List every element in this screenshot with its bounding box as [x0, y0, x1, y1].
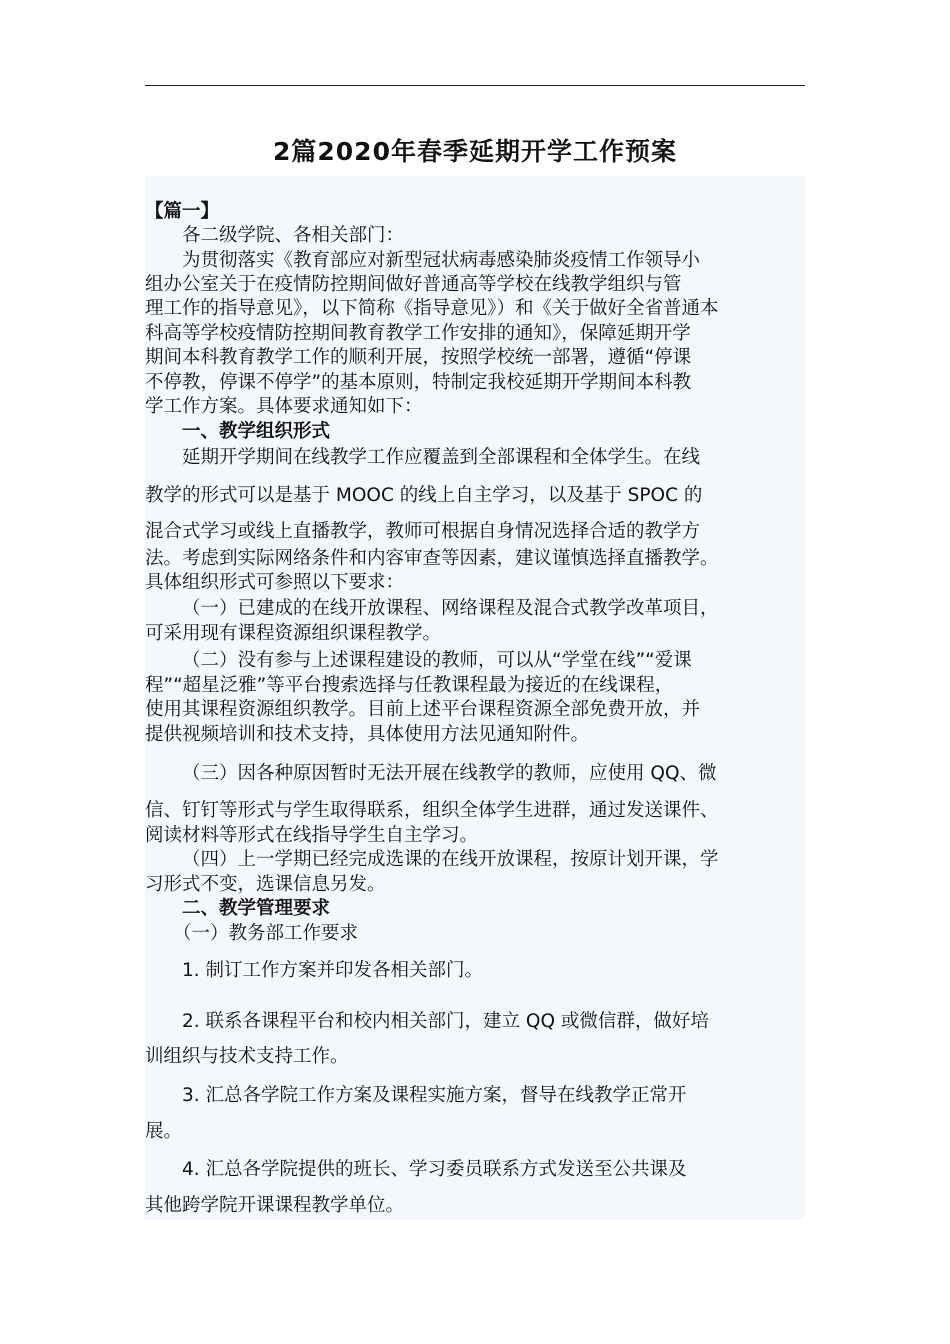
paragraph-line: 具体组织形式可参照以下要求： [145, 572, 405, 593]
paragraph-line: 教学的形式可以是基于 MOOC 的线上自主学习，以及基于 SPOC 的 [145, 485, 703, 506]
list-item-continuation: 展。 [145, 1121, 183, 1142]
paragraph-line: 习形式不变，选课信息另发。 [145, 874, 386, 895]
list-item: 2. 联系各课程平台和校内相关部门，建立 QQ 或微信群，做好培 [182, 1011, 709, 1032]
list-item: 4. 汇总各学院提供的班长、学习委员联系方式发送至公共课及 [182, 1159, 687, 1180]
paragraph-line: 组办公室关于在疫情防控期间做好普通高等学校在线教学组织与管 [145, 274, 682, 295]
paragraph-line: （三）因各种原因暂时无法开展在线教学的教师，应使用 QQ、微 [182, 763, 717, 784]
paragraph-line: 延期开学期间在线教学工作应覆盖到全部课程和全体学生。在线 [182, 447, 701, 468]
paragraph-line: 使用其课程资源组织教学。目前上述平台课程资源全部免费开放，并 [145, 699, 701, 720]
paragraph-line: （二）没有参与上述课程建设的教师，可以从“学堂在线”“爱课 [182, 650, 692, 671]
list-item-continuation: 其他跨学院开课课程教学单位。 [145, 1195, 405, 1216]
paragraph-line: 法。考虑到实际网络条件和内容审查等因素，建议谨慎选择直播教学。 [145, 548, 719, 569]
paragraph-line: 学工作方案。具体要求通知如下： [145, 396, 423, 417]
subsection-heading: （一）教务部工作要求 [173, 923, 359, 944]
list-item: 3. 汇总各学院工作方案及课程实施方案，督导在线教学正常开 [182, 1085, 687, 1106]
list-item-continuation: 训组织与技术支持工作。 [145, 1046, 349, 1067]
paragraph-line: 提供视频培训和技术支持，具体使用方法见通知附件。 [145, 724, 590, 745]
list-item: 1. 制订工作方案并印发各相关部门。 [182, 960, 484, 981]
paragraph-line: 理工作的指导意见》，以下简称《指导意见》）和《关于做好全省普通本 [145, 298, 719, 319]
paragraph-line: 程”“超星泛雅”等平台搜索选择与任教课程最为接近的在线课程， [145, 675, 674, 696]
paragraph-line: 混合式学习或线上直播教学，教师可根据自身情况选择合适的教学方 [145, 521, 701, 542]
document-title: 2篇2020年春季延期开学工作预案 [273, 137, 677, 166]
document-body [145, 176, 805, 1220]
paragraph-line: （四）上一学期已经完成选课的在线开放课程，按原计划开课，学 [182, 849, 719, 870]
paragraph-line: 可采用现有课程资源组织课程教学。 [145, 623, 442, 644]
header-rule [145, 85, 805, 86]
paragraph-line: 期间本科教育教学工作的顺利开展，按照学校统一部署，遵循“停课 [145, 347, 692, 368]
paragraph-line: 不停教，停课不停学”的基本原则，特制定我校延期开学期间本科教 [145, 372, 692, 393]
paragraph-line: 信、钉钉等形式与学生取得联系，组织全体学生进群，通过发送课件、 [145, 800, 719, 821]
paragraph-line: （一）已建成的在线开放课程、网络课程及混合式教学改革项目， [182, 598, 719, 619]
section-heading: 一、教学组织形式 [182, 421, 331, 442]
paragraph-line: 为贯彻落实《教育部应对新型冠状病毒感染肺炎疫情工作领导小 [182, 250, 701, 271]
paragraph-line: 阅读材料等形式在线指导学生自主学习。 [145, 825, 479, 846]
salutation: 各二级学院、各相关部门： [182, 225, 405, 246]
section-label: 【篇一】 [145, 201, 220, 222]
section-heading: 二、教学管理要求 [182, 898, 331, 919]
paragraph-line: 科高等学校疫情防控期间教育教学工作安排的通知》，保障延期开学 [145, 323, 691, 344]
